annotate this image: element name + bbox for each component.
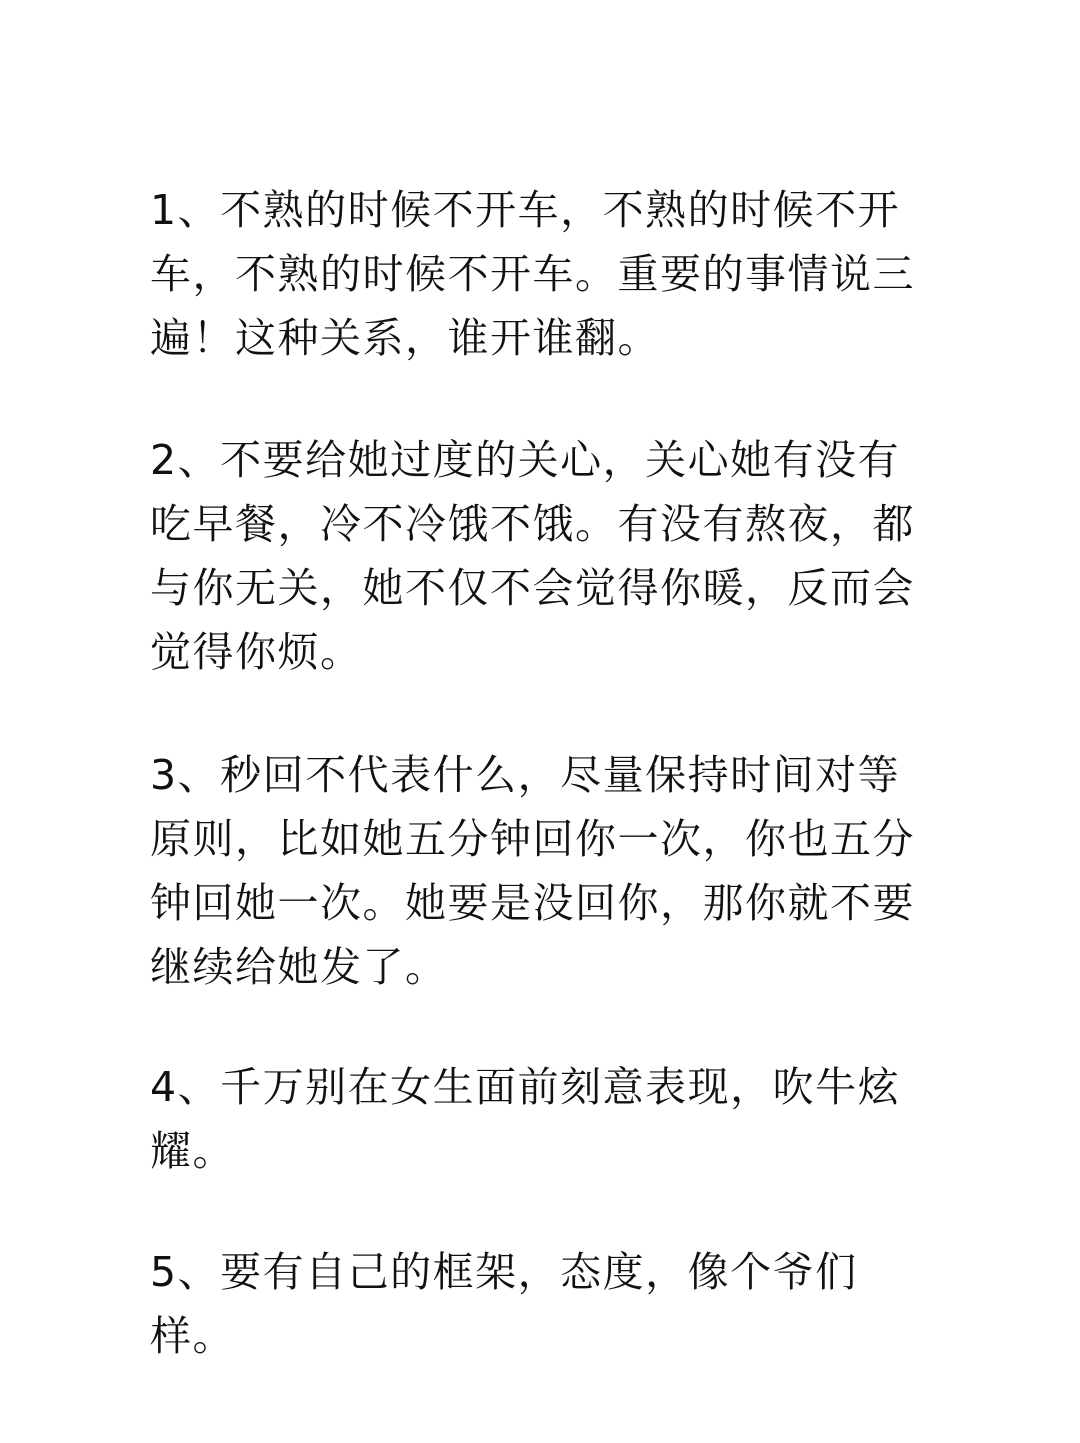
paragraph-2: 2、不要给她过度的关心，关心她有没有吃早餐，冷不冷饿不饿。有没有熬夜，都与你无关，她不仅不会觉得你暖，反而会觉得你烦。 bbox=[150, 436, 915, 676]
paragraph-3: 3、秒回不代表什么，尽量保持时间对等原则，比如她五分钟回你一次，你也五分钟回她一次。她要是没回你，那你就不要继续给她发了。 bbox=[150, 751, 915, 991]
paragraph-4: 4、千万别在女生面前刻意表现，吹牛炫耀。 bbox=[150, 1063, 901, 1175]
paragraph-1: 1、不熟的时候不开车，不熟的时候不开车，不熟的时候不开车。重要的事情说三遍！这种关系，谁开谁翻。 bbox=[150, 186, 915, 362]
paragraph-5: 5、要有自己的框架，态度，像个爷们样。 bbox=[150, 1248, 858, 1360]
